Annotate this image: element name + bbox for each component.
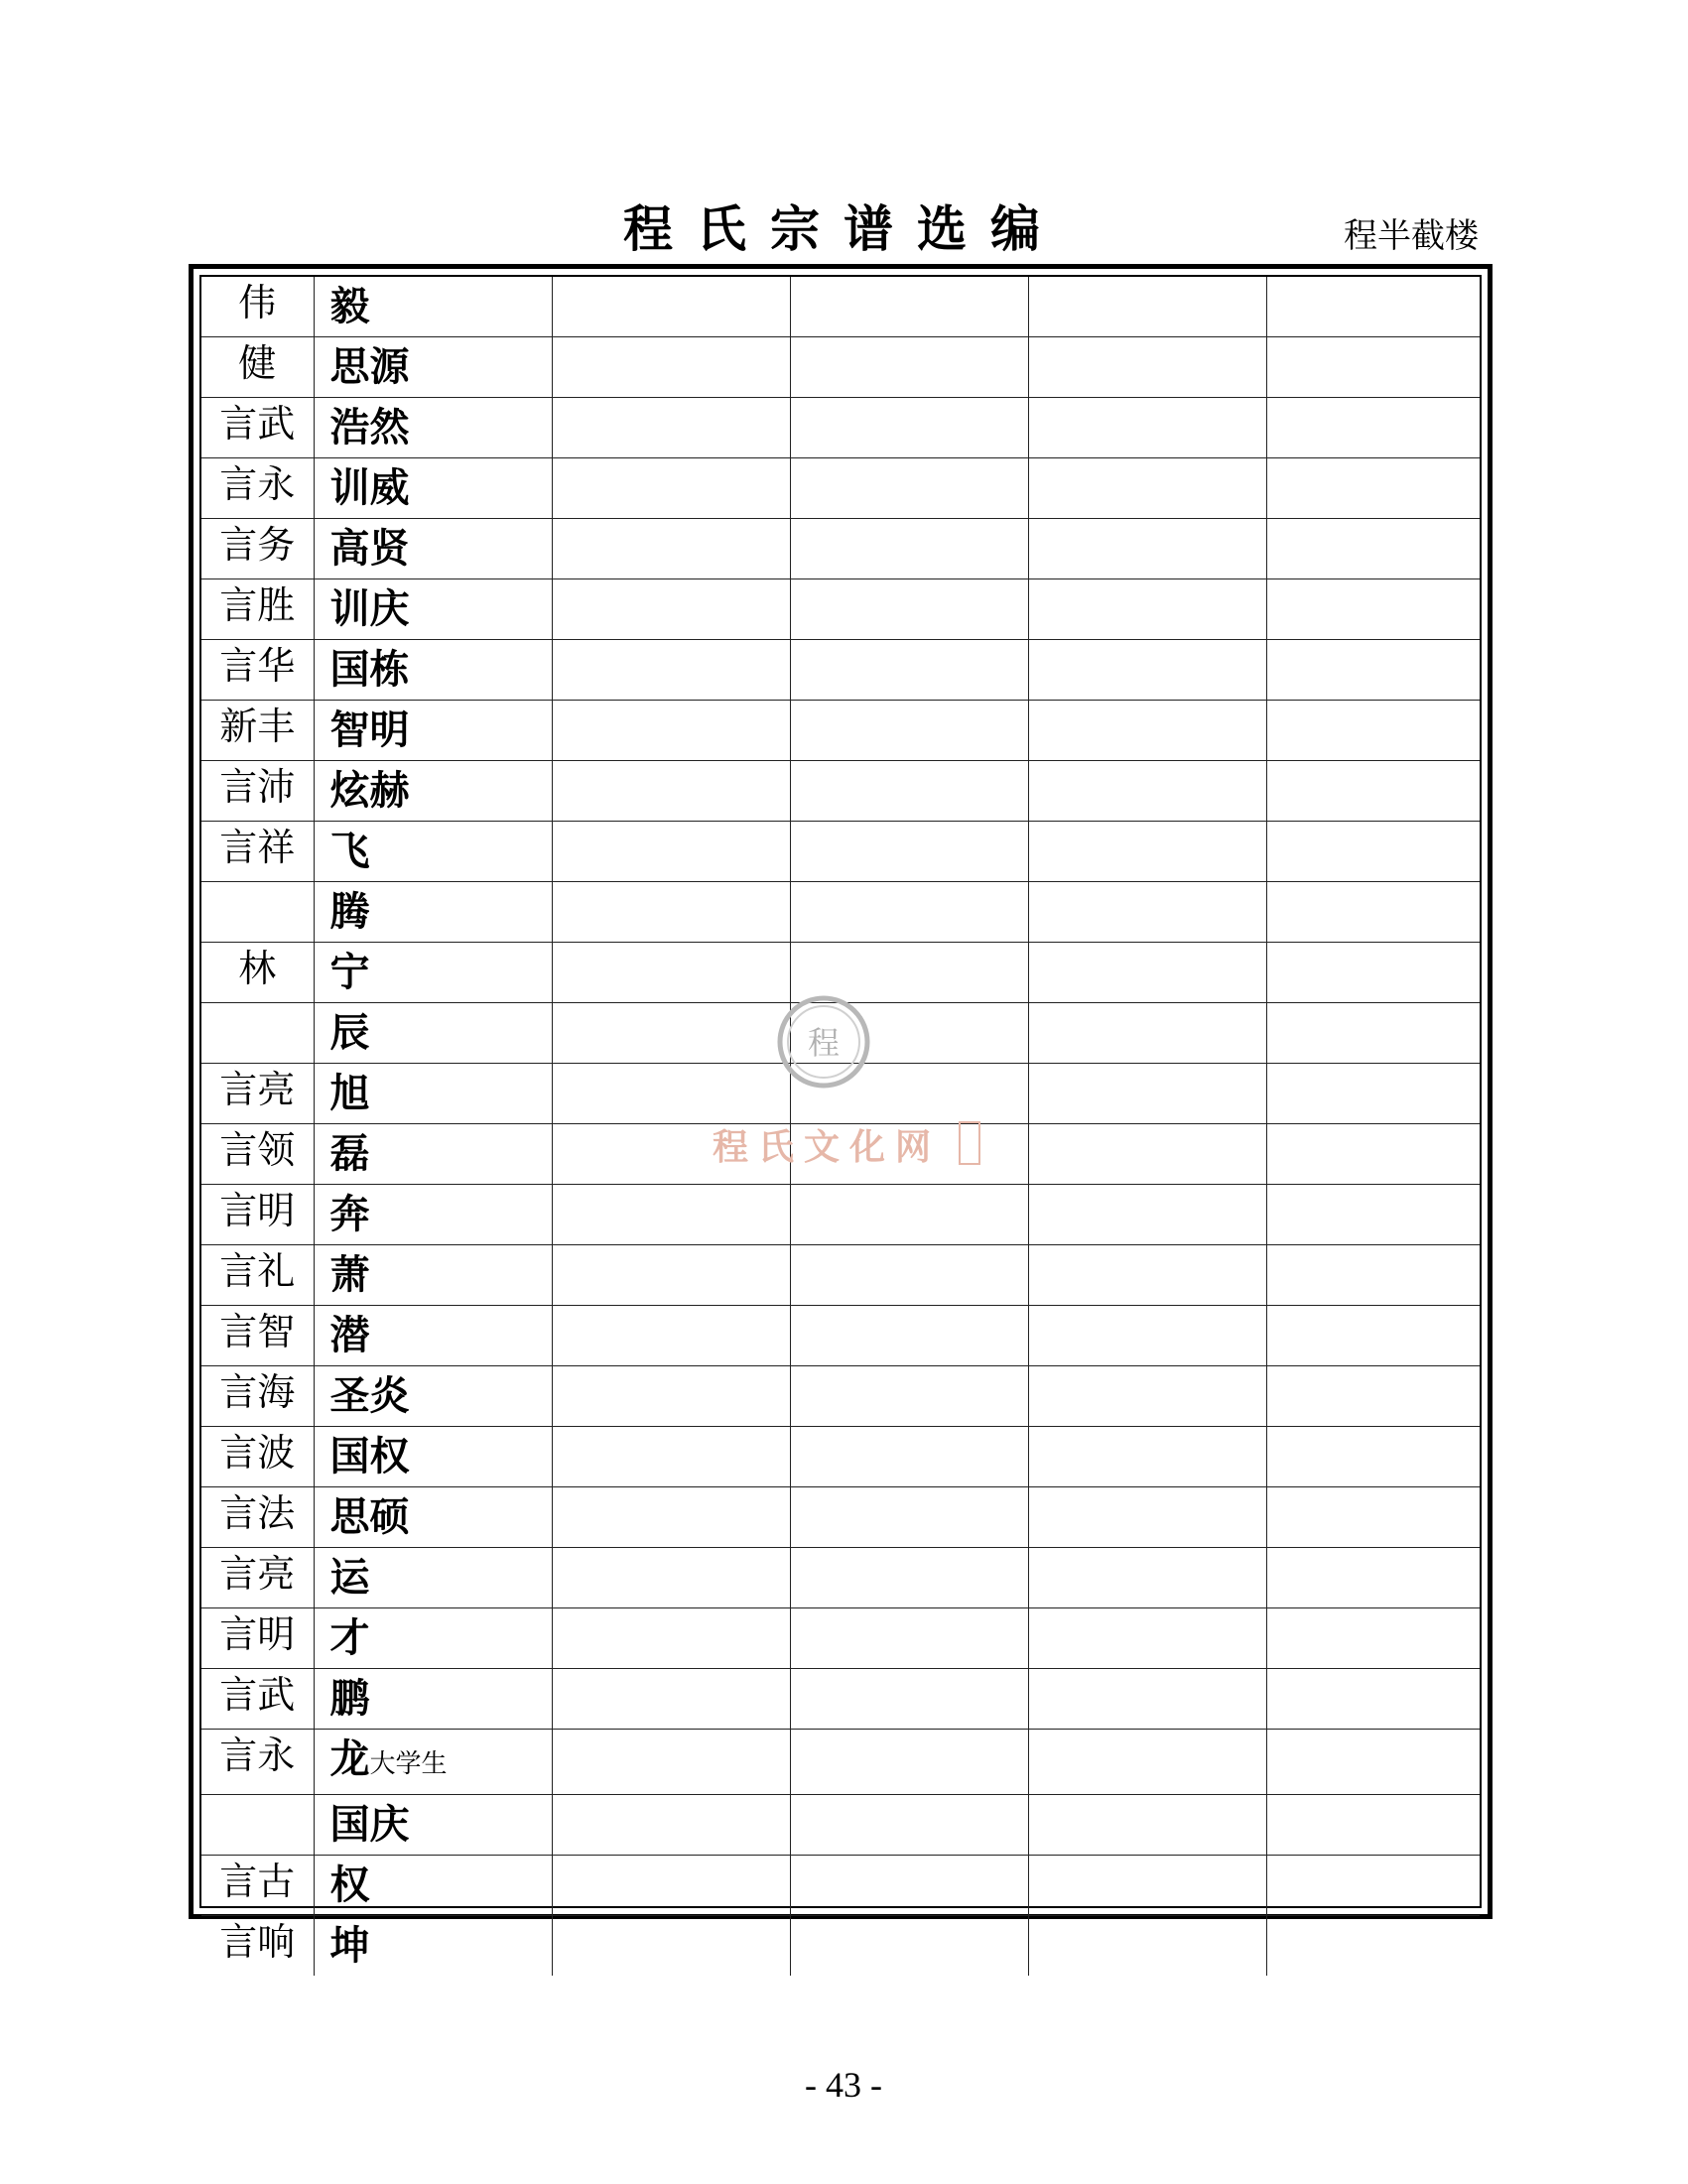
son-name: 训庆 <box>329 586 410 632</box>
son-note: 大学生 <box>369 1749 448 1779</box>
empty-cell <box>552 1185 790 1245</box>
empty-cell <box>1266 943 1480 1003</box>
son-name-cell <box>314 1548 552 1608</box>
empty-cell <box>552 1427 790 1487</box>
empty-cell <box>1266 1306 1480 1366</box>
son-name: 国栋 <box>329 647 410 693</box>
empty-cell <box>1266 579 1480 640</box>
page-title: 程氏宗谱选编 <box>623 199 1064 258</box>
son-name: 磊 <box>329 1131 370 1177</box>
son-name: 运 <box>329 1555 370 1601</box>
empty-cell <box>552 1795 790 1856</box>
empty-cell <box>1266 761 1480 822</box>
son-name-cell <box>314 701 552 761</box>
watermark <box>703 992 990 1181</box>
son-name: 鹏 <box>329 1676 370 1722</box>
son-name: 毅 <box>329 284 370 329</box>
father-name-cell: 言武 <box>201 1669 314 1730</box>
table-row <box>201 1245 1480 1306</box>
table-row <box>201 277 1480 337</box>
empty-cell <box>552 1306 790 1366</box>
empty-cell <box>790 1487 1028 1548</box>
father-name-cell: 言沛 <box>201 761 314 822</box>
son-name: 圣炎 <box>329 1373 410 1419</box>
son-name-cell <box>314 519 552 579</box>
empty-cell <box>1028 822 1266 882</box>
empty-cell <box>1028 1730 1266 1795</box>
father-name-cell: 言胜 <box>201 579 314 640</box>
empty-cell <box>552 1669 790 1730</box>
empty-cell <box>1266 1185 1480 1245</box>
watermark-text: 程氏文化网 <box>712 1126 941 1168</box>
empty-cell <box>1028 1245 1266 1306</box>
son-name: 高贤 <box>329 526 410 572</box>
son-name-cell <box>314 458 552 519</box>
son-name-cell <box>314 1185 552 1245</box>
empty-cell <box>1266 701 1480 761</box>
watermark-stamp-icon <box>959 1121 980 1165</box>
table-row <box>201 882 1480 943</box>
table-row <box>201 579 1480 640</box>
page-subtitle: 程半截楼 <box>1344 216 1479 256</box>
son-name-cell <box>314 1306 552 1366</box>
son-name: 炫赫 <box>329 768 410 814</box>
father-name-cell: 言智 <box>201 1306 314 1366</box>
son-name: 智明 <box>329 707 410 753</box>
empty-cell <box>790 458 1028 519</box>
son-name: 龙 <box>329 1736 370 1782</box>
table-row <box>201 1608 1480 1669</box>
empty-cell <box>552 519 790 579</box>
table-row <box>201 398 1480 458</box>
son-name-cell <box>314 1669 552 1730</box>
empty-cell <box>790 761 1028 822</box>
empty-cell <box>552 1730 790 1795</box>
empty-cell <box>1266 1795 1480 1856</box>
table-row <box>201 1856 1480 1916</box>
empty-cell <box>552 1916 790 1977</box>
empty-cell <box>1028 882 1266 943</box>
son-name: 宁 <box>329 950 370 995</box>
father-name-cell: 林 <box>201 943 314 1003</box>
page-number: - 43 - <box>805 2065 882 2105</box>
table-row <box>201 1916 1480 1977</box>
empty-cell <box>552 701 790 761</box>
empty-cell <box>552 1366 790 1427</box>
empty-cell <box>1028 1795 1266 1856</box>
empty-cell <box>1266 640 1480 701</box>
son-name-cell <box>314 822 552 882</box>
son-name: 训威 <box>329 465 410 511</box>
father-name-cell <box>201 882 314 943</box>
father-name-cell: 新丰 <box>201 701 314 761</box>
empty-cell <box>1028 1427 1266 1487</box>
father-name-cell <box>201 1795 314 1856</box>
empty-cell <box>1028 701 1266 761</box>
table-row <box>201 1487 1480 1548</box>
empty-cell <box>790 1548 1028 1608</box>
empty-cell <box>1266 519 1480 579</box>
table-row <box>201 701 1480 761</box>
empty-cell <box>1028 761 1266 822</box>
table-row <box>201 1306 1480 1366</box>
empty-cell <box>552 1608 790 1669</box>
empty-cell <box>1266 337 1480 398</box>
empty-cell <box>1266 1916 1480 1977</box>
son-name-cell <box>314 761 552 822</box>
father-name-cell: 言华 <box>201 640 314 701</box>
empty-cell <box>1028 1548 1266 1608</box>
empty-cell <box>1266 1245 1480 1306</box>
father-name-cell: 言明 <box>201 1608 314 1669</box>
empty-cell <box>790 822 1028 882</box>
empty-cell <box>1028 1306 1266 1366</box>
empty-cell <box>552 822 790 882</box>
father-name-cell: 言永 <box>201 1730 314 1795</box>
father-name-cell: 言响 <box>201 1916 314 1977</box>
empty-cell <box>790 701 1028 761</box>
son-name: 潜 <box>329 1313 370 1358</box>
empty-cell <box>1266 1669 1480 1730</box>
father-name-cell: 言领 <box>201 1124 314 1185</box>
son-name-cell <box>314 1003 552 1064</box>
father-name-cell: 言武 <box>201 398 314 458</box>
empty-cell <box>1028 398 1266 458</box>
empty-cell <box>1266 1064 1480 1124</box>
empty-cell <box>1028 1124 1266 1185</box>
empty-cell <box>1028 579 1266 640</box>
empty-cell <box>790 1427 1028 1487</box>
son-name-cell <box>314 1608 552 1669</box>
table-row <box>201 761 1480 822</box>
table-row <box>201 1730 1480 1795</box>
son-name: 国庆 <box>329 1802 410 1848</box>
son-name-cell <box>314 1487 552 1548</box>
empty-cell <box>790 519 1028 579</box>
son-name: 思硕 <box>329 1494 410 1540</box>
empty-cell <box>1266 1124 1480 1185</box>
table-row <box>201 458 1480 519</box>
empty-cell <box>1028 1669 1266 1730</box>
father-name-cell: 伟 <box>201 277 314 337</box>
father-name-cell: 言海 <box>201 1366 314 1427</box>
empty-cell <box>1028 640 1266 701</box>
son-name: 国权 <box>329 1434 410 1479</box>
empty-cell <box>552 882 790 943</box>
son-name: 旭 <box>329 1071 370 1116</box>
empty-cell <box>1266 1608 1480 1669</box>
son-name: 坤 <box>329 1923 370 1969</box>
son-name: 浩然 <box>329 405 410 450</box>
empty-cell <box>790 1856 1028 1916</box>
son-name-cell <box>314 943 552 1003</box>
empty-cell <box>1266 458 1480 519</box>
empty-cell <box>790 1245 1028 1306</box>
father-name-cell: 言亮 <box>201 1548 314 1608</box>
empty-cell <box>552 337 790 398</box>
son-name-cell <box>314 398 552 458</box>
empty-cell <box>790 1306 1028 1366</box>
empty-cell <box>790 1669 1028 1730</box>
empty-cell <box>1028 277 1266 337</box>
empty-cell <box>1266 1003 1480 1064</box>
father-name-cell: 言祥 <box>201 822 314 882</box>
empty-cell <box>1266 1856 1480 1916</box>
father-name-cell: 言明 <box>201 1185 314 1245</box>
empty-cell <box>1266 1427 1480 1487</box>
empty-cell <box>1028 1366 1266 1427</box>
empty-cell <box>1028 337 1266 398</box>
son-name-cell <box>314 1245 552 1306</box>
empty-cell <box>790 1916 1028 1977</box>
empty-cell <box>1266 1366 1480 1427</box>
empty-cell <box>1266 277 1480 337</box>
empty-cell <box>790 1730 1028 1795</box>
son-name-cell <box>314 640 552 701</box>
table-row <box>201 519 1480 579</box>
empty-cell <box>790 1795 1028 1856</box>
son-name: 权 <box>329 1863 370 1908</box>
empty-cell <box>1028 1064 1266 1124</box>
empty-cell <box>552 640 790 701</box>
father-name-cell: 健 <box>201 337 314 398</box>
son-name-cell <box>314 1366 552 1427</box>
son-name-cell <box>314 1064 552 1124</box>
table-row <box>201 337 1480 398</box>
empty-cell <box>1266 1487 1480 1548</box>
table-row <box>201 1185 1480 1245</box>
empty-cell <box>1028 1003 1266 1064</box>
father-name-cell: 言务 <box>201 519 314 579</box>
son-name-cell <box>314 1856 552 1916</box>
empty-cell <box>790 398 1028 458</box>
son-name-cell <box>314 1916 552 1977</box>
son-name-cell <box>314 882 552 943</box>
father-name-cell: 言亮 <box>201 1064 314 1124</box>
son-name-cell <box>314 1427 552 1487</box>
empty-cell <box>552 398 790 458</box>
son-name: 思源 <box>329 344 410 390</box>
son-name: 腾 <box>329 889 370 935</box>
father-name-cell: 言礼 <box>201 1245 314 1306</box>
table-row <box>201 1669 1480 1730</box>
empty-cell <box>1266 882 1480 943</box>
empty-cell <box>552 761 790 822</box>
son-name-cell <box>314 1795 552 1856</box>
empty-cell <box>1028 1856 1266 1916</box>
empty-cell <box>790 1185 1028 1245</box>
father-name-cell: 言波 <box>201 1427 314 1487</box>
table-row <box>201 1366 1480 1427</box>
empty-cell <box>1266 822 1480 882</box>
empty-cell <box>552 277 790 337</box>
watermark-seal-icon <box>774 992 873 1092</box>
father-name-cell: 言古 <box>201 1856 314 1916</box>
table-row <box>201 1548 1480 1608</box>
empty-cell <box>1266 1730 1480 1795</box>
empty-cell <box>552 1245 790 1306</box>
son-name-cell <box>314 1730 552 1795</box>
empty-cell <box>1028 1185 1266 1245</box>
father-name-cell: 言永 <box>201 458 314 519</box>
son-name: 辰 <box>329 1010 370 1056</box>
table-row <box>201 822 1480 882</box>
empty-cell <box>790 882 1028 943</box>
son-name-cell <box>314 337 552 398</box>
empty-cell <box>790 277 1028 337</box>
father-name-cell: 言法 <box>201 1487 314 1548</box>
empty-cell <box>1028 1608 1266 1669</box>
son-name: 萧 <box>329 1252 370 1298</box>
son-name-cell <box>314 579 552 640</box>
table-row <box>201 1427 1480 1487</box>
empty-cell <box>552 1548 790 1608</box>
son-name-cell <box>314 277 552 337</box>
empty-cell <box>552 1856 790 1916</box>
son-name: 奔 <box>329 1192 370 1237</box>
empty-cell <box>790 640 1028 701</box>
empty-cell <box>552 579 790 640</box>
son-name-cell <box>314 1124 552 1185</box>
empty-cell <box>1266 1548 1480 1608</box>
watermark-seal-text: 程 <box>807 1024 841 1062</box>
empty-cell <box>1028 1487 1266 1548</box>
table-row <box>201 640 1480 701</box>
empty-cell <box>790 1366 1028 1427</box>
empty-cell <box>1028 519 1266 579</box>
father-name-cell <box>201 1003 314 1064</box>
empty-cell <box>790 1608 1028 1669</box>
son-name: 飞 <box>329 829 370 874</box>
empty-cell <box>1028 458 1266 519</box>
empty-cell <box>1266 398 1480 458</box>
son-name: 才 <box>329 1615 370 1661</box>
table-row <box>201 1795 1480 1856</box>
empty-cell <box>1028 1916 1266 1977</box>
empty-cell <box>552 458 790 519</box>
empty-cell <box>790 579 1028 640</box>
empty-cell <box>790 337 1028 398</box>
empty-cell <box>1028 943 1266 1003</box>
empty-cell <box>552 1487 790 1548</box>
